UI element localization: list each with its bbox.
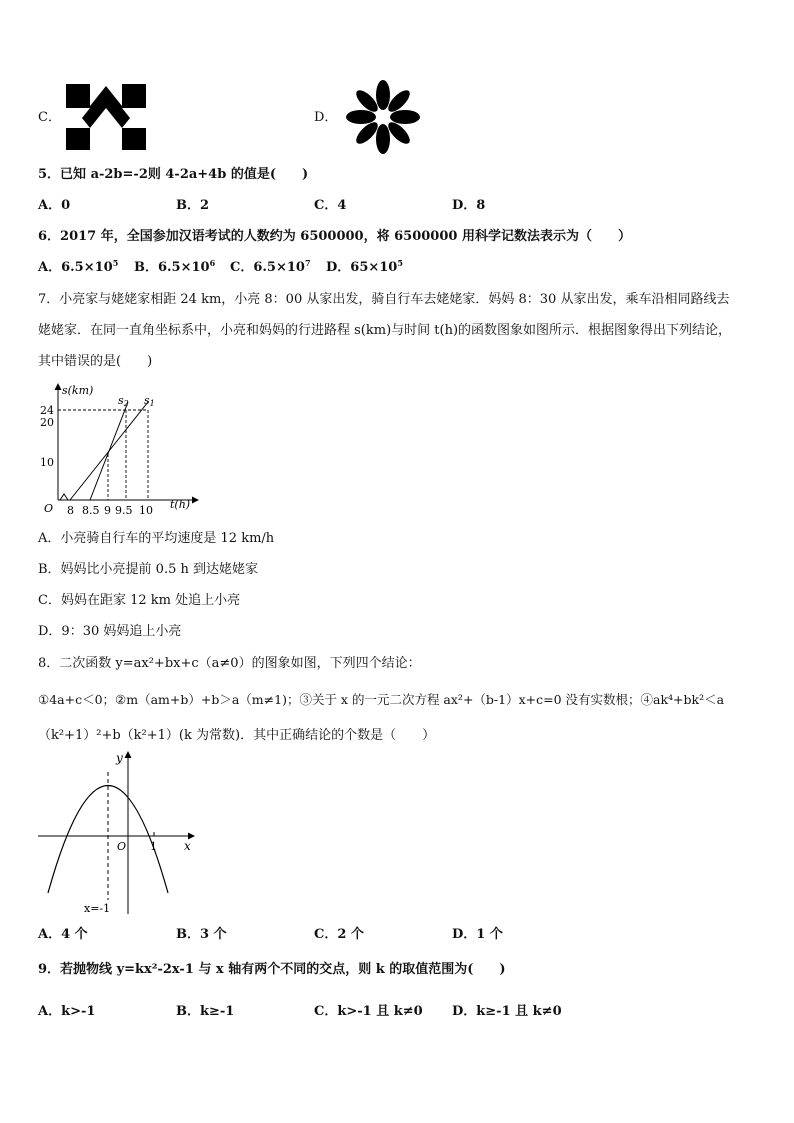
q9-option-c: C．k>-1 且 k≠0 [314, 1004, 423, 1019]
q9-option-a: A．k>-1 [38, 1004, 96, 1019]
q7-option-a: A．小亮骑自行车的平均速度是 12 km/h [38, 531, 275, 546]
q7-line-s2-mom [90, 402, 128, 500]
q6-stem: 6．2017 年，全国参加汉语考试的人数约为 6500000，将 6500000 用科学记数法表示为（ ） [38, 229, 631, 244]
q7-x-axis-label: t(h) [170, 498, 191, 511]
q6-option-b: B．$6.5\times 10^6$ [134, 258, 216, 275]
q7-stem-line-2: 姥姥家．在同一直角坐标系中，小亮和妈妈的行进路程 s(km)与时间 t(h)的函数图象如图所示．根据图象得出下列结论， [38, 323, 732, 338]
q8-stem: 8．二次函数 y=ax²+bx+c（a≠0）的图象如图，下列四个结论： [38, 656, 421, 671]
q8-option-d: D．1 个 [452, 927, 503, 942]
q7-origin-label: O [44, 502, 54, 515]
q7-distance-time-graph [36, 380, 206, 520]
q5-option-d: D．8 [452, 198, 486, 213]
q7-option-c: C．妈妈在距家 12 km 处追上小亮 [38, 593, 241, 608]
q7-y-tick-20: 20 [40, 416, 54, 429]
q7-stem-line-3: 其中错误的是( ) [38, 354, 153, 369]
q7-axis-break [60, 494, 68, 500]
q7-x-tick-8-5: 8.5 [82, 504, 100, 517]
q7-x-tick-8: 8 [67, 504, 74, 517]
q8-option-b: B．3 个 [176, 927, 227, 942]
q6-option-d: D．$65\times 10^5$ [326, 258, 403, 275]
q9-option-d: D．k≥-1 且 k≠0 [452, 1004, 562, 1019]
q4-option-d-label: D． [314, 110, 338, 125]
q8-axis-of-symmetry-label: x=-1 [84, 902, 111, 915]
q6-option-c: C．$6.5\times 10^7$ [230, 258, 311, 275]
q7-y-tick-24: 24 [40, 404, 54, 417]
q4-option-d-flower-figure [340, 80, 426, 154]
q7-option-b: B．妈妈比小亮提前 0.5 h 到达姥姥家 [38, 562, 258, 577]
q8-option-a: A．4 个 [38, 927, 88, 942]
q5-option-a: A．0 [38, 198, 71, 213]
q8-parabola-graph [36, 748, 200, 916]
q8-conditions-line-2: （k²+1）²+b（k²+1）(k 为常数)．其中正确结论的个数是（ ） [38, 728, 436, 743]
q7-y-tick-10: 10 [40, 456, 54, 469]
q6-option-a: A．$6.5\times 10^5$ [38, 258, 119, 275]
q7-stem-line-1: 7．小亮家与姥姥家相距 24 km，小亮 8：00 从家出发，骑自行车去姥姥家．妈妈 8：30 从家出发，乘车沿相同路线去 [38, 292, 730, 307]
q5-option-b: B．2 [176, 198, 210, 213]
q4-option-c-label: C． [38, 110, 61, 125]
q8-x-label: x [184, 839, 191, 853]
q9-option-b: B．k≥-1 [176, 1004, 235, 1019]
q5-option-c: C．4 [314, 198, 347, 213]
q8-y-label: y [116, 751, 123, 765]
q5-stem: 5．已知 a-2b=-2则 4-2a+4b 的值是( ) [38, 167, 309, 182]
q7-label-s1: s1 [144, 394, 155, 408]
q7-option-d: D．9：30 妈妈追上小亮 [38, 624, 182, 639]
q8-tick-1: 1 [150, 840, 157, 853]
q8-conditions-line-1: ①4a+c＜0；②m（am+b）+b＞a（m≠1)；③关于 x 的一元二次方程 ax²+（b-1）x+c=0 没有实数根；④ak⁴+bk²＜a [38, 692, 725, 707]
q4-option-c-figure [64, 82, 148, 152]
q7-x-tick-9: 9 [104, 504, 111, 517]
q8-option-c: C．2 个 [314, 927, 364, 942]
q9-stem: 9．若抛物线 y=kx²-2x-1 与 x 轴有两个不同的交点，则 k 的取值范围为( ) [38, 962, 506, 977]
q7-x-tick-9-5: 9.5 [115, 504, 133, 517]
q8-origin-label: O [117, 840, 127, 853]
q7-x-tick-10: 10 [139, 504, 153, 517]
q7-label-s2: s2 [118, 394, 129, 408]
q7-y-axis-label: s(km) [62, 384, 94, 397]
